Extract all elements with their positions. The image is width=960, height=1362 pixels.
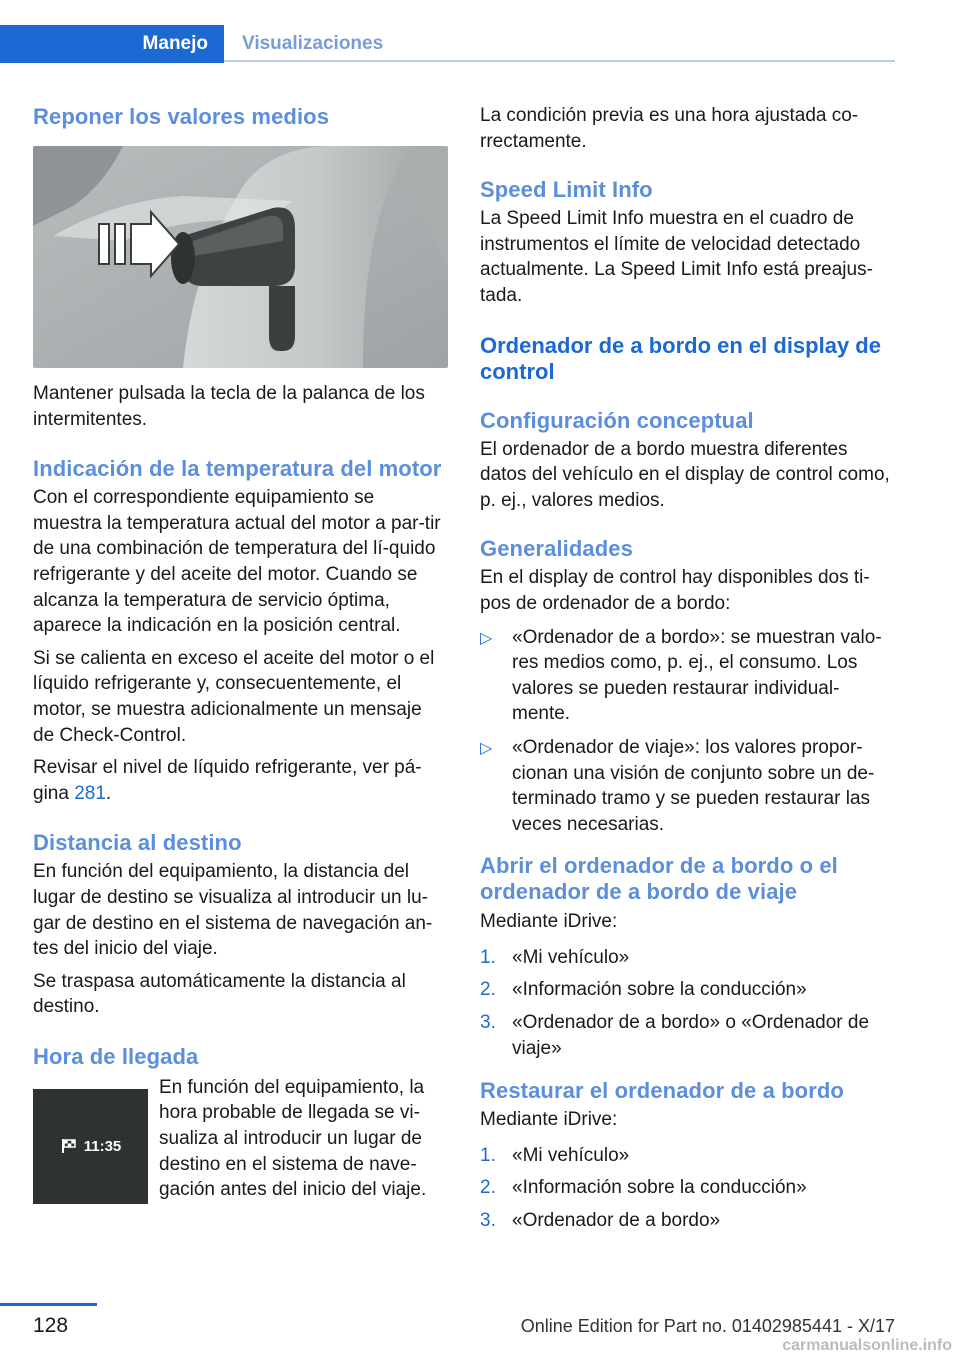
page-number: 128 <box>33 1314 69 1337</box>
open-via-text: Mediante iDrive: <box>480 911 618 933</box>
general-heading: Generalidades <box>480 536 633 562</box>
restore-via-text: Mediante iDrive: <box>480 1109 618 1131</box>
list-item: ▷ «Ordenador de viaje»: los valores propor‐cionan una visión de conjunto sobre un de‐terminado tramo y se pueden restaurar las veces necesarias. <box>480 736 875 835</box>
list-item: 3. «Ordenador de a bordo» <box>480 1210 721 1232</box>
restore-steps <box>480 1143 896 1234</box>
page-header <box>0 0 960 64</box>
list-item: 2. «Información sobre la conducción» <box>480 1177 807 1199</box>
right-column <box>480 100 896 1241</box>
triangle-bullet-icon: ▷ <box>480 629 493 647</box>
restore-heading: Restaurar el ordenador de a bordo <box>480 1078 844 1104</box>
concept-text: El ordenador de a bordo muestra diferentes datos del vehículo en el display de control como, p. ej., valores medios. <box>480 438 890 511</box>
arrival-heading: Hora de llegada <box>33 1043 199 1069</box>
tab-visualizaciones[interactable]: Visualizaciones <box>242 33 384 54</box>
list-item: ▷ «Ordenador de a bordo»: se muestran valo‐res medios como, p. ej., el consumo. Los valores se pueden restaurar individual‐mente. <box>480 626 882 725</box>
general-text: En el display de control hay disponibles dos ti‐pos de ordenador de a bordo: <box>480 567 870 614</box>
footer-accent-line <box>0 1303 97 1306</box>
temperature-text-2: Si se calienta en exceso el aceite del motor o el líquido refrigerante y, consecuentemente, el motor, se muestra adicionalmente un mensaje de Check-Control. <box>33 647 435 746</box>
arrival-block <box>33 1075 448 1204</box>
list-item: 1. «Mi vehículo» <box>480 946 630 968</box>
arrival-time-display <box>33 1089 148 1204</box>
distance-heading: Distancia al destino <box>33 830 242 856</box>
temperature-text-1: Con el correspondiente equipamiento se muestra la temperatura actual del motor a par‐tir de una combinación de temperatura del lí‐quido refrigerante y del aceite del motor. Cuando se alcanza la temperatura de servicio óptima, aparece la indicación en la posición central. <box>33 487 441 637</box>
concept-heading: Configuración conceptual <box>480 407 754 433</box>
steering-stalk-illustration <box>33 146 448 368</box>
distance-text-1: En función del equipamiento, la distancia del lugar de destino se visualiza al introducir un lu‐gar de destino en el sistema de navegación an‐tes del inicio del viaje. <box>33 861 433 960</box>
watermark-text: carmanualsonline.info <box>782 1337 952 1354</box>
general-list <box>480 625 896 838</box>
temperature-text-3: Revisar el nivel de líquido refrigerante, ver pá‐gina 281. <box>33 757 422 804</box>
header-divider <box>224 60 895 62</box>
distance-text-2: Se traspasa automáticamente la distancia al destino. <box>33 970 406 1018</box>
arrival-text: En función del equipamiento, la hora probable de llegada se vi‐sualiza al introducir un lugar de destino en el sistema de nave‐gación antes del inicio del viaje. <box>159 1076 427 1201</box>
intro-text: La condición previa es una hora ajustada co‐rrectamente. <box>480 105 859 152</box>
temperature-heading: Indicación de la temperatura del motor <box>33 456 442 482</box>
destination-flag-icon <box>60 1137 78 1155</box>
triangle-bullet-icon: ▷ <box>480 739 493 757</box>
list-item: 2. «Información sobre la conducción» <box>480 979 807 1001</box>
page-reference-link[interactable]: 281 <box>74 782 106 804</box>
reset-text: Mantener pulsada la tecla de la palanca de los intermitentes. <box>33 383 425 430</box>
tab-manejo[interactable]: Manejo <box>0 25 224 63</box>
open-computer-heading: Abrir el ordenador de a bordo o el ordenador de a bordo de viaje <box>480 853 838 905</box>
list-item: 3. «Ordenador de a bordo» o «Ordenador de viaje» <box>480 1012 870 1059</box>
open-steps <box>480 945 896 1061</box>
speed-limit-heading: Speed Limit Info <box>480 177 653 203</box>
left-column <box>33 100 448 1204</box>
computer-heading: Ordenador de a bordo en el display de control <box>480 332 881 384</box>
list-item: 1. «Mi vehículo» <box>480 1144 630 1166</box>
speed-limit-text: La Speed Limit Info muestra en el cuadro de instrumentos el límite de velocidad detectado actualmente. La Speed Limit Info está preajus‐tada. <box>480 208 873 306</box>
edition-note: Online Edition for Part no. 01402985441 - X/17 <box>520 1316 895 1336</box>
arrival-time-value: 11:35 <box>83 1137 122 1155</box>
reset-heading: Reponer los valores medios <box>33 104 330 129</box>
steering-stalk-photo <box>33 146 448 368</box>
